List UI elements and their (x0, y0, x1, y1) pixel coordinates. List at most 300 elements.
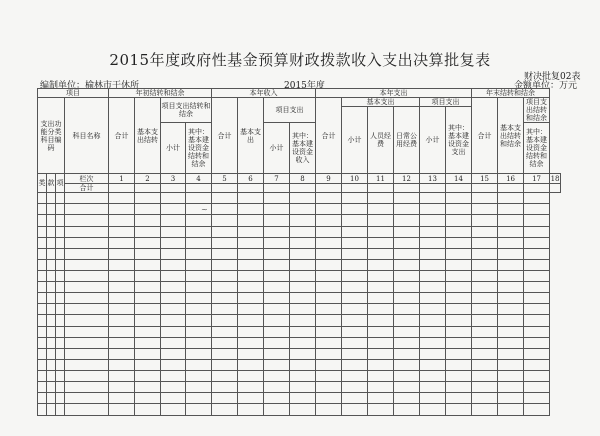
sum-cell (264, 184, 290, 193)
table-cell (290, 204, 316, 215)
sum-cell (524, 184, 550, 193)
table-cell (186, 193, 212, 204)
table-cell (368, 215, 394, 226)
table-cell (38, 370, 47, 381)
table-cell (498, 359, 524, 370)
table-row (38, 326, 561, 337)
table-cell (316, 293, 342, 304)
table-cell (472, 304, 498, 315)
table-cell (342, 282, 368, 293)
table-cell (56, 337, 65, 348)
table-cell (420, 271, 446, 282)
table-cell (394, 382, 420, 393)
table-cell (290, 259, 316, 270)
table-cell (498, 215, 524, 226)
opening-project-header: 项目支出结转和结余 (161, 98, 212, 123)
table-cell (212, 348, 238, 359)
table-cell (238, 348, 264, 359)
table-cell (316, 237, 342, 248)
column-number: 3 (161, 174, 186, 184)
table-cell (38, 193, 47, 204)
table-cell (47, 226, 56, 237)
table-cell (420, 193, 446, 204)
table-cell (109, 248, 135, 259)
table-cell (524, 315, 550, 326)
table-cell (38, 237, 47, 248)
table-cell (290, 215, 316, 226)
table-cell (109, 293, 135, 304)
table-cell (38, 304, 47, 315)
table-cell (212, 193, 238, 204)
table-cell (524, 259, 550, 270)
table-cell (446, 393, 472, 404)
table-cell (316, 315, 342, 326)
table-cell (109, 215, 135, 226)
table-cell (135, 215, 161, 226)
table-cell (524, 193, 550, 204)
table-cell (446, 382, 472, 393)
table-cell (368, 404, 394, 415)
table-cell (498, 304, 524, 315)
column-number: 18 (550, 174, 560, 183)
table-cell (65, 393, 109, 404)
sum-cell (212, 184, 238, 193)
table-cell (264, 259, 290, 270)
table-cell (264, 293, 290, 304)
table-cell (342, 393, 368, 404)
sum-cell (186, 184, 212, 193)
table-cell (135, 271, 161, 282)
income-basic-header: 基本支出 (238, 98, 264, 174)
table-cell (394, 393, 420, 404)
table-cell (316, 326, 342, 337)
table-cell (420, 404, 446, 415)
table-cell (47, 282, 56, 293)
table-cell (342, 337, 368, 348)
table-row (38, 259, 561, 270)
table-cell (498, 370, 524, 381)
table-cell (212, 370, 238, 381)
table-cell (290, 382, 316, 393)
table-cell (47, 382, 56, 393)
table-row (38, 282, 561, 293)
table-cell (394, 193, 420, 204)
table-row (38, 248, 561, 259)
table-cell (47, 237, 56, 248)
opening-basic-header: 基本支出结转 (135, 98, 161, 174)
table-cell (420, 370, 446, 381)
table-cell (47, 215, 56, 226)
table-cell (368, 326, 394, 337)
closing-capital: 其中：基本建设资金结转和结余 (524, 123, 550, 174)
table-cell (135, 204, 161, 215)
table-cell (524, 271, 550, 282)
table-cell (109, 382, 135, 393)
table-cell (394, 248, 420, 259)
sum-cell (290, 184, 316, 193)
table-cell (394, 337, 420, 348)
sum-cell (498, 184, 524, 193)
table-cell (47, 348, 56, 359)
table-cell (238, 304, 264, 315)
table-cell (186, 304, 212, 315)
table-cell (524, 382, 550, 393)
table-cell (342, 370, 368, 381)
table-cell (56, 370, 65, 381)
sum-cell (394, 184, 420, 193)
table-cell (56, 282, 65, 293)
table-cell (368, 370, 394, 381)
table-cell (316, 215, 342, 226)
column-number: 8 (290, 174, 316, 184)
table-cell (161, 304, 186, 315)
table-cell (238, 404, 264, 415)
table-cell (316, 337, 342, 348)
table-cell (524, 237, 550, 248)
table-cell (342, 204, 368, 215)
table-cell (342, 237, 368, 248)
table-cell (56, 326, 65, 337)
table-cell (161, 237, 186, 248)
table-cell (47, 248, 56, 259)
table-cell (264, 359, 290, 370)
column-number: 9 (316, 174, 342, 184)
table-cell (161, 370, 186, 381)
table-cell (472, 404, 498, 415)
table-cell (264, 282, 290, 293)
table-cell (238, 393, 264, 404)
table-cell (56, 304, 65, 315)
expense-project-subtotal: 小计 (420, 107, 446, 174)
table-cell (38, 382, 47, 393)
closing-total-header: 合计 (472, 98, 498, 174)
table-cell (420, 359, 446, 370)
money-unit: 金额单位：万元 (514, 81, 578, 91)
table-cell (212, 226, 238, 237)
table-cell (264, 226, 290, 237)
table-cell (316, 282, 342, 293)
table-cell (472, 282, 498, 293)
table-cell (212, 293, 238, 304)
table-cell (47, 359, 56, 370)
table-cell (109, 204, 135, 215)
stray-mark: ~ (201, 205, 208, 214)
expense-capital: 其中：基本建设资金支出 (446, 107, 472, 174)
table-cell (186, 293, 212, 304)
compiling-unit: 编制单位：榆林市干休所 (40, 81, 140, 91)
table-row (38, 382, 561, 393)
table-cell (290, 248, 316, 259)
table-row (38, 237, 561, 248)
table-cell (264, 237, 290, 248)
table-cell (472, 348, 498, 359)
table-cell (47, 193, 56, 204)
table-cell (109, 271, 135, 282)
table-cell (212, 282, 238, 293)
fiscal-year: 2015年度 (284, 81, 325, 91)
table-cell (186, 259, 212, 270)
table-cell (109, 315, 135, 326)
table-cell (212, 393, 238, 404)
table-cell (394, 304, 420, 315)
table-cell (47, 271, 56, 282)
table-cell (498, 248, 524, 259)
table-cell (446, 348, 472, 359)
table-cell (38, 348, 47, 359)
table-cell (65, 271, 109, 282)
header-project: 项目 (38, 89, 109, 98)
table-cell (368, 293, 394, 304)
sum-cell (161, 184, 186, 193)
table-cell (316, 348, 342, 359)
table-cell (446, 193, 472, 204)
expense-personnel: 人员经费 (368, 107, 394, 174)
table-cell (472, 248, 498, 259)
table-cell (135, 193, 161, 204)
table-cell (264, 215, 290, 226)
table-cell (238, 193, 264, 204)
table-cell (47, 315, 56, 326)
table-cell (290, 326, 316, 337)
sum-cell (135, 184, 161, 193)
table-row (38, 348, 561, 359)
table-cell (186, 359, 212, 370)
table-row (38, 404, 561, 415)
opening-project-subtotal: 小计 (161, 123, 186, 174)
table-cell (472, 293, 498, 304)
table-cell (316, 382, 342, 393)
table-cell (109, 193, 135, 204)
table-cell (65, 237, 109, 248)
table-cell (109, 226, 135, 237)
table-cell (186, 348, 212, 359)
table-cell (446, 215, 472, 226)
table-cell (47, 370, 56, 381)
table-cell (109, 259, 135, 270)
table-cell (472, 215, 498, 226)
table-cell (135, 259, 161, 270)
table-cell (135, 337, 161, 348)
table-cell (290, 359, 316, 370)
table-cell (238, 226, 264, 237)
table-cell (498, 259, 524, 270)
table-cell (238, 370, 264, 381)
table-cell (212, 315, 238, 326)
table-cell (65, 215, 109, 226)
table-cell (446, 326, 472, 337)
table-cell (56, 393, 65, 404)
table-row (38, 293, 561, 304)
table-cell (316, 193, 342, 204)
table-cell (186, 282, 212, 293)
opening-total-header: 合计 (109, 98, 135, 174)
table-cell (342, 304, 368, 315)
table-cell (161, 193, 186, 204)
table-row (38, 271, 561, 282)
table-cell (212, 204, 238, 215)
table-cell (368, 271, 394, 282)
class-label: 类 (38, 174, 47, 193)
table-cell (65, 404, 109, 415)
table-cell (498, 193, 524, 204)
table-cell (56, 271, 65, 282)
table-cell (524, 282, 550, 293)
table-cell (264, 382, 290, 393)
table-cell (135, 326, 161, 337)
table-cell (524, 370, 550, 381)
sum-cell (420, 184, 446, 193)
table-cell (47, 393, 56, 404)
table-cell (290, 282, 316, 293)
table-cell (524, 337, 550, 348)
table-row (38, 315, 561, 326)
table-cell (342, 193, 368, 204)
table-cell (394, 404, 420, 415)
table-cell (498, 226, 524, 237)
table-cell (109, 237, 135, 248)
section-label: 款 (47, 174, 56, 193)
table-cell (47, 404, 56, 415)
table-cell (264, 370, 290, 381)
table-cell (38, 293, 47, 304)
table-cell (161, 271, 186, 282)
table-cell (342, 259, 368, 270)
table-cell (368, 226, 394, 237)
table-cell (394, 348, 420, 359)
table-cell (135, 393, 161, 404)
table-cell (238, 359, 264, 370)
table-cell (161, 382, 186, 393)
table-cell (161, 348, 186, 359)
table-cell (342, 382, 368, 393)
table-cell (56, 404, 65, 415)
table-cell (135, 315, 161, 326)
table-cell (290, 237, 316, 248)
table-cell (524, 326, 550, 337)
table-cell (238, 315, 264, 326)
sum-cell (342, 184, 368, 193)
table-cell (290, 293, 316, 304)
table-cell (264, 348, 290, 359)
table-cell (290, 404, 316, 415)
table-cell (342, 348, 368, 359)
table-cell (264, 326, 290, 337)
table-cell (56, 248, 65, 259)
table-cell (56, 359, 65, 370)
table-cell (420, 259, 446, 270)
table-cell (65, 348, 109, 359)
table-cell (65, 304, 109, 315)
table-cell (65, 359, 109, 370)
column-no-label: 栏次 (65, 174, 109, 184)
table-cell (264, 315, 290, 326)
table-cell (420, 215, 446, 226)
table-cell (109, 304, 135, 315)
table-cell (368, 259, 394, 270)
table-cell (498, 393, 524, 404)
table-cell (420, 293, 446, 304)
table-cell (135, 404, 161, 415)
table-cell (524, 304, 550, 315)
expense-public: 日常公用经费 (394, 107, 420, 174)
table-cell (316, 404, 342, 415)
sum-row-label: 合计 (65, 184, 109, 193)
table-cell (109, 370, 135, 381)
table-cell (56, 204, 65, 215)
table-cell (368, 248, 394, 259)
table-cell (394, 359, 420, 370)
table-cell (47, 326, 56, 337)
table-cell (420, 204, 446, 215)
table-cell (498, 293, 524, 304)
table-cell (342, 226, 368, 237)
table-cell (38, 359, 47, 370)
table-cell (446, 226, 472, 237)
table-cell (446, 370, 472, 381)
table-cell (109, 359, 135, 370)
header-expense: 本年支出 (316, 89, 472, 98)
table-cell (498, 237, 524, 248)
table-cell (290, 337, 316, 348)
table-cell (109, 404, 135, 415)
table-cell (65, 259, 109, 270)
table-cell (472, 237, 498, 248)
table-cell (472, 259, 498, 270)
table-cell (56, 382, 65, 393)
table-cell (524, 204, 550, 215)
table-cell (498, 326, 524, 337)
table-cell (109, 348, 135, 359)
table-cell (186, 326, 212, 337)
table-cell (420, 337, 446, 348)
table-cell (394, 204, 420, 215)
table-cell (47, 337, 56, 348)
table-cell (109, 326, 135, 337)
table-cell (65, 204, 109, 215)
table-cell (238, 215, 264, 226)
table-cell (38, 337, 47, 348)
table-cell (472, 204, 498, 215)
table-cell (238, 293, 264, 304)
item-label: 项 (56, 174, 65, 193)
column-number: 12 (394, 174, 420, 184)
expense-basic-subtotal: 小计 (342, 107, 368, 174)
table-cell (161, 393, 186, 404)
column-number: 4 (186, 174, 212, 184)
table-cell (47, 304, 56, 315)
table-cell (161, 282, 186, 293)
table-cell (186, 382, 212, 393)
column-number: 1 (109, 174, 135, 184)
table-cell (446, 359, 472, 370)
table-cell (368, 337, 394, 348)
income-total-header: 合计 (212, 98, 238, 174)
table-cell (472, 370, 498, 381)
table-cell (212, 359, 238, 370)
table-cell (135, 382, 161, 393)
table-cell (238, 271, 264, 282)
table-cell (420, 315, 446, 326)
table-cell (290, 393, 316, 404)
table-cell (472, 315, 498, 326)
table-cell (524, 293, 550, 304)
table-cell (238, 259, 264, 270)
table-cell (238, 382, 264, 393)
table-cell (290, 370, 316, 381)
table-cell (420, 282, 446, 293)
header-income: 本年收入 (212, 89, 316, 98)
table-cell (65, 293, 109, 304)
